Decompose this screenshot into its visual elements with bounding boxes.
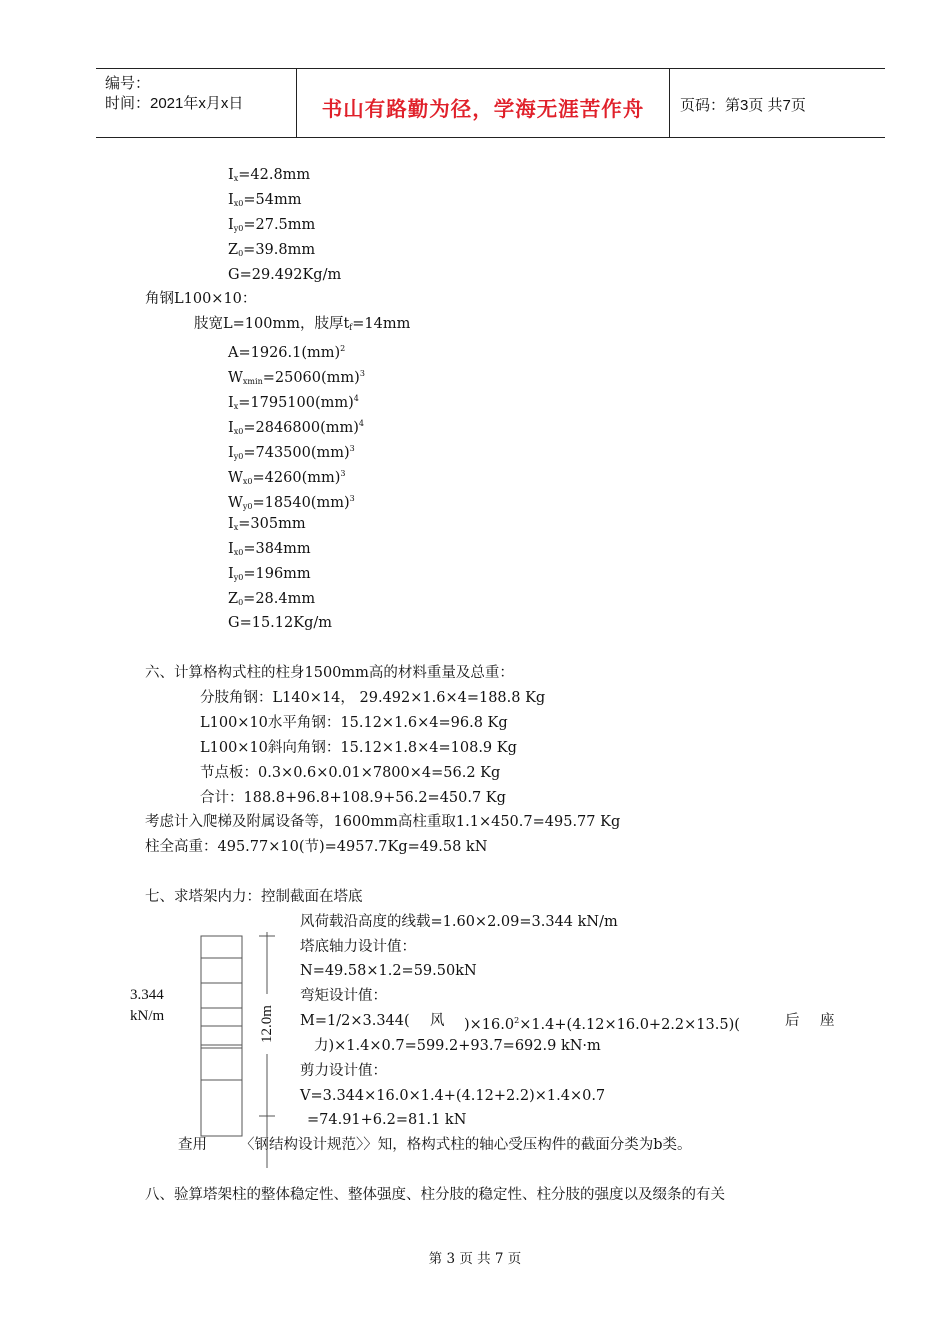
page-label: 页码：第3页 共7页 [680,97,806,114]
load-value: 3.344 [130,987,164,1003]
prop-ix0-inertia-l100: $I_{x0}=2846800(mm)^4$ [228,419,364,436]
moment-line-1-b: 风 [430,1013,445,1029]
section8-heading: 八、验算塔架柱的整体稳定性、整体强度、柱分肢的稳定性、柱分肢的强度以及缀条的有关 [145,1187,725,1203]
consider-line: 考虑计入爬梯及附属设备等，1600mm高柱重取1.1×450.7=495.77 Kg [145,814,621,830]
moment-line-1-a: M=1/2×3.344( [300,1013,410,1029]
shear-label: 剪力设计值： [300,1063,387,1079]
header-meta-cell [96,69,297,137]
serial-label: 编号： [105,75,151,92]
l100-limb-line: 肢宽L=100mm，肢厚$t_f=14mm$ [194,316,411,332]
prop-a-l100: A=1926.1(mm)$^2$ [228,344,346,361]
prop-ix-l140: $I_x=42.8mm$ [228,167,311,183]
prop-g-l100: G=15.12Kg/m [228,615,332,631]
lookup-start: 查用 [178,1137,207,1153]
axial-value: N=49.58×1.2=59.50kN [300,963,477,979]
moment-label: 弯矩设计值： [300,988,387,1004]
moment-line-2: 力)×1.4×0.7=599.2+93.7=692.9 kN·m [314,1038,601,1054]
motto: 书山有路勤为径，学海无涯苦作舟 [321,97,645,121]
moment-line-1-c: )$\times 16.0^2\times 1.4+(4.12\times 16.0+2.2\times 13.5)$( [464,1016,740,1033]
weight-line-1: 分肢角钢：L140×14， 29.492×1.6×4=188.8 Kg [200,690,546,706]
prop-iy0-l100: $I_{y0}=196mm$ [228,566,311,582]
load-unit: kN/m [130,1008,165,1024]
header-motto-cell [297,69,670,137]
height-label: 12.0m [259,994,275,1054]
header-page-cell [670,69,885,137]
moment-line-1-e: 座 [820,1013,835,1029]
weight-line-2: L100×10水平角钢：15.12×1.6×4=96.8 Kg [200,715,508,731]
l100-heading: 角钢L100×10： [145,291,257,307]
wind-load-line: 风荷载沿高度的线载=1.60×2.09=3.344 kN/m [300,914,618,930]
shear-line-2: =74.91+6.2=81.1 kN [307,1112,467,1128]
l100-limb-text: 肢宽L=100mm，肢厚t [194,316,350,332]
prop-ix-l100: $I_x=305mm$ [228,516,306,532]
prop-z0-l100: $Z_0=28.4mm$ [228,591,316,607]
time-label: 时间：2021年x月x日 [105,95,244,112]
weight-line-3: L100×10斜向角钢：15.12×1.8×4=108.9 Kg [200,740,517,756]
weight-line-4: 节点板：0.3×0.6×0.01×7800×4=56.2 Kg [200,765,501,781]
shear-line-1: V=3.344×16.0×1.4+(4.12+2.2)×1.4×0.7 [300,1088,606,1104]
prop-z0-l140: $Z_0=39.8mm$ [228,242,316,258]
prop-ix0-l140: $I_{x0}=54mm$ [228,192,302,208]
section7-heading: 七、求塔架内力：控制截面在塔底 [145,889,363,905]
prop-iy0-inertia-l100: $I_{y0}=743500(mm)^3$ [228,444,355,461]
lookup-rest: 〈钢结构设计规范〉〉知，格构式柱的轴心受压构件的截面分类为b类。 [240,1137,692,1153]
prop-wxmin-l100: $W_{xmin}=25060(mm)^3$ [228,369,365,386]
load-label [130,985,164,1027]
tower-outline [201,936,242,1136]
prop-ix-inertia-l100: $I_x=1795100(mm)^4$ [228,394,359,411]
weight-line-5: 合计：188.8+96.8+108.9+56.2=450.7 Kg [200,790,506,806]
prop-iy0-l140: $I_{y0}=27.5mm$ [228,217,316,233]
total-weight-line: 柱全高重：495.77×10(节)=4957.7Kg=49.58 kN [145,839,488,855]
prop-wy0-l100: $W_{y0}=18540(mm)^3$ [228,494,355,511]
axial-label: 塔底轴力设计值： [300,939,416,955]
section6-heading: 六、计算格构式柱的柱身1500mm高的材料重量及总重： [145,665,514,681]
moment-line-1-d: 后 [785,1013,800,1029]
page-footer: 第 3 页 共 7 页 [428,1251,522,1267]
prop-g-l140: G=29.492Kg/m [228,267,342,283]
tower-figure [125,928,295,1168]
prop-ix0-l100: $I_{x0}=384mm$ [228,541,311,557]
prop-wx0-l100: $W_{x0}=4260(mm)^3$ [228,469,346,486]
page-header [96,68,885,138]
